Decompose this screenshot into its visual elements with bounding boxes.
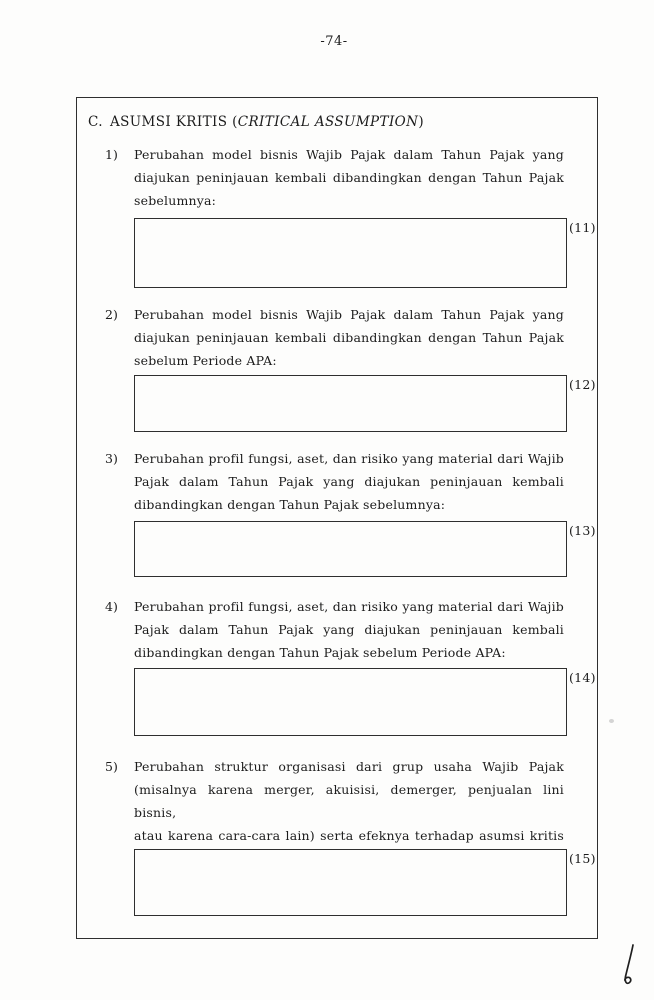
item-1 (105, 143, 564, 212)
field-number-12: (12) (569, 377, 596, 392)
item-number: 1) (105, 147, 118, 162)
item-text (134, 595, 564, 664)
handwritten-mark (612, 942, 640, 990)
item-4 (105, 595, 564, 664)
answer-box-11[interactable] (134, 218, 567, 288)
item-text (134, 143, 564, 212)
section-title: ASUMSI KRITIS ( (109, 114, 238, 130)
item-3 (105, 447, 564, 516)
item-number: 2) (105, 307, 118, 322)
answer-box-12[interactable] (134, 375, 567, 432)
text-line: (misalnya karena merger, akuisisi, demerger, penjualan lini bisnis, (134, 782, 564, 820)
item-text (134, 303, 564, 372)
section-heading (88, 114, 568, 130)
field-number-14: (14) (569, 670, 596, 685)
answer-box-15[interactable] (134, 849, 567, 916)
field-number-15: (15) (569, 851, 596, 866)
text-line: Perubahan profil fungsi, aset, dan risiko yang material dari Wajib (134, 599, 564, 614)
page-number: -74- (320, 34, 348, 49)
text-line: Perubahan model bisnis Wajib Pajak dalam Tahun Pajak yang (134, 307, 564, 322)
text-line: Pajak dalam Tahun Pajak yang diajukan peninjauan kembali (134, 622, 564, 637)
answer-box-13[interactable] (134, 521, 567, 577)
answer-box-14[interactable] (134, 668, 567, 736)
text-line: diajukan peninjauan kembali dibandingkan dengan Tahun Pajak (134, 330, 564, 345)
text-line: Perubahan profil fungsi, aset, dan risiko yang material dari Wajib (134, 451, 564, 466)
text-line: dibandingkan dengan Tahun Pajak sebelum Periode APA: (134, 645, 506, 660)
item-number: 4) (105, 599, 118, 614)
item-number: 3) (105, 451, 118, 466)
text-line: Perubahan struktur organisasi dari grup usaha Wajib Pajak (134, 759, 564, 774)
field-number-11: (11) (569, 220, 596, 235)
text-line: dibandingkan dengan Tahun Pajak sebelumnya: (134, 497, 446, 512)
text-line: sebelumnya: (134, 193, 217, 208)
text-line: diajukan peninjauan kembali dibandingkan dengan Tahun Pajak (134, 170, 564, 185)
text-line: atau karena cara-cara lain) serta efeknya terhadap asumsi kritis (134, 828, 564, 843)
text-line: sebelum Periode APA: (134, 353, 277, 368)
text-line: Perubahan model bisnis Wajib Pajak dalam Tahun Pajak yang (134, 147, 564, 162)
section-title-italic: CRITICAL ASSUMPTION (237, 114, 419, 130)
item-2 (105, 303, 564, 372)
field-number-13: (13) (569, 523, 596, 538)
item-number: 5) (105, 759, 118, 774)
section-label: C. (88, 114, 103, 130)
scan-artifact-dot (609, 719, 614, 723)
text-line: Pajak dalam Tahun Pajak yang diajukan peninjauan kembali (134, 474, 564, 489)
item-text (134, 447, 564, 516)
section-title-close: ) (418, 114, 425, 130)
